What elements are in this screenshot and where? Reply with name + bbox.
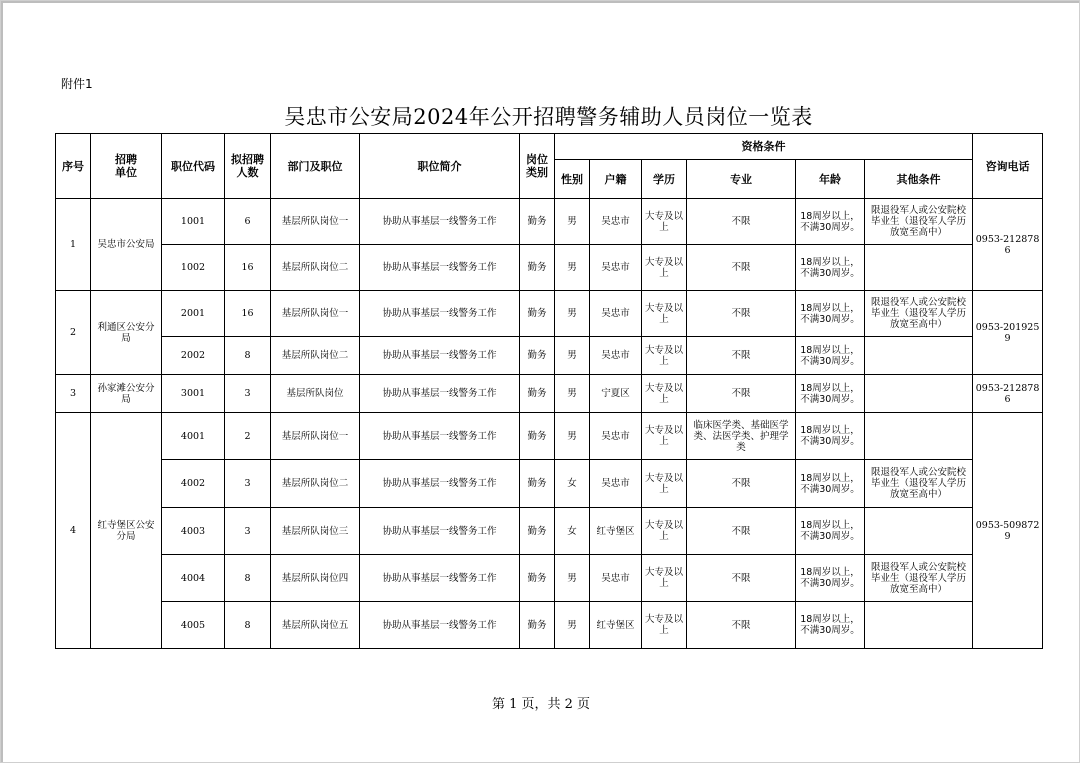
household: 吴忠市: [590, 337, 642, 375]
education: 大专及以上: [642, 413, 687, 460]
age-requirement: 18周岁以上，不满30周岁。: [796, 199, 865, 245]
education: 大专及以上: [642, 555, 687, 602]
gender: 男: [555, 245, 590, 291]
job-intro: 协助从事基层一线警务工作: [360, 555, 520, 602]
job-category: 勤务: [520, 245, 555, 291]
education: 大专及以上: [642, 508, 687, 555]
major: 不限: [687, 291, 796, 337]
other-conditions: [865, 508, 973, 555]
header-count: [225, 134, 271, 199]
gender: 男: [555, 602, 590, 649]
education: 大专及以上: [642, 199, 687, 245]
header-unit: [91, 134, 162, 199]
hire-count: 8: [225, 337, 271, 375]
job-code: 1002: [162, 245, 225, 291]
job-category: 勤务: [520, 555, 555, 602]
gender: 男: [555, 291, 590, 337]
table-row: [56, 375, 1043, 413]
job-intro: 协助从事基层一线警务工作: [360, 508, 520, 555]
education: 大专及以上: [642, 291, 687, 337]
dept-position: 基层所队岗位: [271, 375, 360, 413]
major: 不限: [687, 508, 796, 555]
education: 大专及以上: [642, 460, 687, 508]
job-category: 勤务: [520, 199, 555, 245]
household: 吴忠市: [590, 199, 642, 245]
gender: 女: [555, 508, 590, 555]
hire-count: 8: [225, 555, 271, 602]
header-dept: 部门及职位: [271, 134, 360, 199]
major: 不限: [687, 555, 796, 602]
header-other: 其他条件: [865, 160, 973, 199]
header-count-text: 拟招聘 人数: [231, 153, 264, 179]
hire-count: 3: [225, 375, 271, 413]
other-conditions: 限退役军人或公安院校毕业生（退役军人学历放宽至高中）: [865, 291, 973, 337]
job-intro: 协助从事基层一线警务工作: [360, 375, 520, 413]
header-gender: 性别: [555, 160, 590, 199]
hire-count: 3: [225, 508, 271, 555]
job-intro: 协助从事基层一线警务工作: [360, 199, 520, 245]
major: 临床医学类、基础医学类、法医学类、护理学类: [687, 413, 796, 460]
household: 吴忠市: [590, 291, 642, 337]
gender: 男: [555, 413, 590, 460]
dept-position: 基层所队岗位二: [271, 245, 360, 291]
contact-phone: 0953-2128786: [973, 375, 1043, 413]
age-requirement: 18周岁以上，不满30周岁。: [796, 555, 865, 602]
job-code: 4003: [162, 508, 225, 555]
job-intro: 协助从事基层一线警务工作: [360, 337, 520, 375]
major: 不限: [687, 460, 796, 508]
header-education: 学历: [642, 160, 687, 199]
table-row: [56, 460, 1043, 508]
positions-table: [55, 133, 1043, 649]
unit-name: 吴忠市公安局: [91, 199, 162, 291]
major: 不限: [687, 199, 796, 245]
dept-position: 基层所队岗位五: [271, 602, 360, 649]
job-code: 4001: [162, 413, 225, 460]
education: 大专及以上: [642, 337, 687, 375]
age-requirement: 18周岁以上，不满30周岁。: [796, 337, 865, 375]
other-conditions: 限退役军人或公安院校毕业生（退役军人学历放宽至高中）: [865, 555, 973, 602]
job-intro: 协助从事基层一线警务工作: [360, 602, 520, 649]
dept-position: 基层所队岗位一: [271, 199, 360, 245]
contact-phone: 0953-5098729: [973, 413, 1043, 649]
dept-position: 基层所队岗位二: [271, 460, 360, 508]
age-requirement: 18周岁以上，不满30周岁。: [796, 245, 865, 291]
attachment-label: 附件1: [61, 77, 93, 91]
education: 大专及以上: [642, 602, 687, 649]
table-row: [56, 291, 1043, 337]
table-row: [56, 337, 1043, 375]
header-category: [520, 134, 555, 199]
job-code: 2001: [162, 291, 225, 337]
household: 吴忠市: [590, 460, 642, 508]
hire-count: 16: [225, 245, 271, 291]
dept-position: 基层所队岗位三: [271, 508, 360, 555]
hire-count: 16: [225, 291, 271, 337]
other-conditions: [865, 413, 973, 460]
table-row: [56, 508, 1043, 555]
contact-phone: 0953-2019259: [973, 291, 1043, 375]
major: 不限: [687, 337, 796, 375]
header-household: 户籍: [590, 160, 642, 199]
hire-count: 3: [225, 460, 271, 508]
dept-position: 基层所队岗位四: [271, 555, 360, 602]
page-title: 吴忠市公安局2024年公开招聘警务辅助人员岗位一览表: [284, 105, 813, 129]
job-code: 4002: [162, 460, 225, 508]
job-code: 4004: [162, 555, 225, 602]
age-requirement: 18周岁以上，不满30周岁。: [796, 291, 865, 337]
household: 吴忠市: [590, 413, 642, 460]
job-category: 勤务: [520, 337, 555, 375]
other-conditions: [865, 337, 973, 375]
household: 宁夏区: [590, 375, 642, 413]
age-requirement: 18周岁以上，不满30周岁。: [796, 375, 865, 413]
table-row: [56, 413, 1043, 460]
header-code: 职位代码: [162, 134, 225, 199]
hire-count: 6: [225, 199, 271, 245]
gender: 女: [555, 460, 590, 508]
contact-phone: 0953-2128786: [973, 199, 1043, 291]
household: 吴忠市: [590, 555, 642, 602]
dept-position: 基层所队岗位二: [271, 337, 360, 375]
header-intro: 职位简介: [360, 134, 520, 199]
age-requirement: 18周岁以上，不满30周岁。: [796, 508, 865, 555]
gender: 男: [555, 555, 590, 602]
other-conditions: [865, 602, 973, 649]
unit-name: 利通区公安分局: [91, 291, 162, 375]
job-category: 勤务: [520, 508, 555, 555]
table-row: [56, 245, 1043, 291]
unit-seq: 3: [56, 375, 91, 413]
other-conditions: 限退役军人或公安院校毕业生（退役军人学历放宽至高中）: [865, 199, 973, 245]
table-row: [56, 199, 1043, 245]
major: 不限: [687, 375, 796, 413]
household: 红寺堡区: [590, 602, 642, 649]
header-qualifications: 资格条件: [555, 134, 973, 160]
job-category: 勤务: [520, 602, 555, 649]
unit-name: 红寺堡区公安分局: [91, 413, 162, 649]
education: 大专及以上: [642, 245, 687, 291]
job-category: 勤务: [520, 291, 555, 337]
job-intro: 协助从事基层一线警务工作: [360, 413, 520, 460]
header-seq: 序号: [56, 134, 91, 199]
gender: 男: [555, 337, 590, 375]
unit-seq: 2: [56, 291, 91, 375]
unit-name: 孙家滩公安分局: [91, 375, 162, 413]
job-intro: 协助从事基层一线警务工作: [360, 460, 520, 508]
header-phone: 咨询电话: [973, 134, 1043, 199]
table-body: [56, 199, 1043, 649]
table-row: [56, 602, 1043, 649]
hire-count: 8: [225, 602, 271, 649]
header-major: 专业: [687, 160, 796, 199]
education: 大专及以上: [642, 375, 687, 413]
other-conditions: [865, 375, 973, 413]
major: 不限: [687, 602, 796, 649]
other-conditions: [865, 245, 973, 291]
job-code: 4005: [162, 602, 225, 649]
household: 吴忠市: [590, 245, 642, 291]
job-code: 3001: [162, 375, 225, 413]
major: 不限: [687, 245, 796, 291]
household: 红寺堡区: [590, 508, 642, 555]
age-requirement: 18周岁以上，不满30周岁。: [796, 602, 865, 649]
age-requirement: 18周岁以上，不满30周岁。: [796, 413, 865, 460]
dept-position: 基层所队岗位一: [271, 413, 360, 460]
dept-position: 基层所队岗位一: [271, 291, 360, 337]
job-intro: 协助从事基层一线警务工作: [360, 291, 520, 337]
age-requirement: 18周岁以上，不满30周岁。: [796, 460, 865, 508]
page-footer: 第 1 页，共 2 页: [491, 697, 591, 712]
header-category-text: 岗位 类别: [526, 153, 548, 179]
other-conditions: 限退役军人或公安院校毕业生（退役军人学历放宽至高中）: [865, 460, 973, 508]
gender: 男: [555, 375, 590, 413]
gender: 男: [555, 199, 590, 245]
header-row-1: [56, 134, 1043, 160]
job-code: 2002: [162, 337, 225, 375]
job-category: 勤务: [520, 413, 555, 460]
job-code: 1001: [162, 199, 225, 245]
job-category: 勤务: [520, 460, 555, 508]
header-age: 年龄: [796, 160, 865, 199]
job-intro: 协助从事基层一线警务工作: [360, 245, 520, 291]
hire-count: 2: [225, 413, 271, 460]
unit-seq: 1: [56, 199, 91, 291]
header-unit-text: 招聘 单位: [115, 153, 137, 179]
unit-seq: 4: [56, 413, 91, 649]
job-category: 勤务: [520, 375, 555, 413]
table-row: [56, 555, 1043, 602]
